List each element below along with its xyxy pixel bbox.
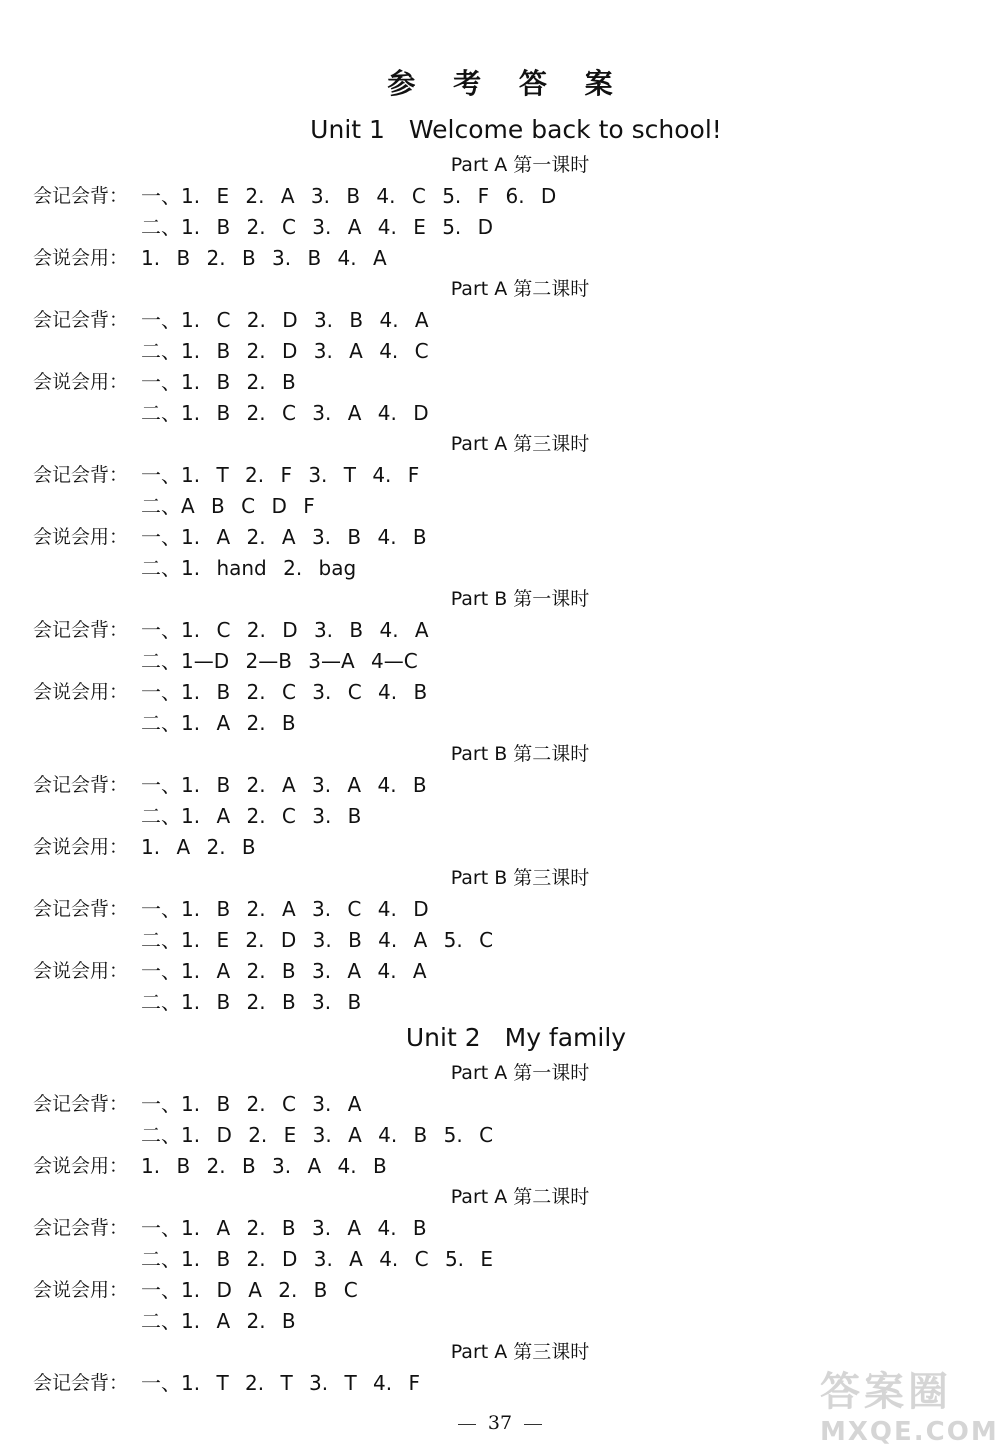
answer-row: [0, 305, 1000, 336]
answer-row: [0, 398, 1000, 429]
row-answers: 二、A B C D F: [141, 494, 315, 518]
part-title: Part A 第一课时: [450, 154, 590, 176]
part-title: Part B 第三课时: [450, 867, 590, 889]
row-label: 会记会背：: [33, 1372, 129, 1394]
answer-row: [0, 770, 1000, 801]
dash-right: [524, 1424, 542, 1425]
answer-row: [0, 894, 1000, 925]
answer-row: [0, 1213, 1000, 1244]
watermark-top: 答案圈: [820, 1369, 952, 1415]
answer-row: [0, 181, 1000, 212]
unit-name: Welcome back to school!: [408, 115, 722, 144]
part-title: Part A 第二课时: [450, 1186, 590, 1208]
answer-row: [0, 956, 1000, 987]
row-answers: 一、1. D A 2. B C: [141, 1278, 358, 1302]
watermark-logo: [820, 1360, 999, 1447]
watermark-bottom: MXQE.COM: [820, 1417, 999, 1447]
row-label: 会说会用：: [33, 371, 129, 393]
answer-row: [0, 367, 1000, 398]
answer-row: [0, 832, 1000, 863]
answer-row: [0, 553, 1000, 584]
answer-row: [0, 646, 1000, 677]
unit-name: My family: [504, 1023, 627, 1052]
unit-title: [0, 1018, 1000, 1058]
unit-code: Unit 2: [405, 1023, 481, 1052]
row-label: 会说会用：: [33, 1279, 129, 1301]
unit-code: Unit 1: [310, 115, 385, 144]
answer-row: [0, 708, 1000, 739]
answer-row: [0, 1151, 1000, 1182]
answer-row: [0, 460, 1000, 491]
row-answers: 二、1. B 2. C 3. A 4. E 5. D: [141, 215, 494, 239]
row-answers: 一、1. B 2. B: [141, 370, 296, 394]
row-answers: 二、1. A 2. B: [141, 1309, 296, 1333]
answer-row: [0, 1275, 1000, 1306]
unit-title: [0, 110, 1000, 150]
answer-row: [0, 336, 1000, 367]
row-label: 会说会用：: [33, 836, 129, 858]
row-answers: 一、1. A 2. A 3. B 4. B: [141, 525, 427, 549]
row-label: 会记会背：: [33, 1217, 129, 1239]
answer-row: [0, 243, 1000, 274]
row-answers: 一、1. T 2. T 3. T 4. F: [141, 1371, 420, 1395]
answer-row: [0, 491, 1000, 522]
answer-row: [0, 925, 1000, 956]
answer-row: [0, 987, 1000, 1018]
row-label: 会说会用：: [33, 1155, 129, 1177]
row-answers: 一、1. B 2. A 3. C 4. D: [141, 897, 429, 921]
row-label: 会记会背：: [33, 898, 129, 920]
part-title: Part B 第一课时: [450, 588, 590, 610]
answer-row: [0, 615, 1000, 646]
row-answers: 一、1. B 2. C 3. A: [141, 1092, 362, 1116]
answer-row: [0, 801, 1000, 832]
row-label: 会记会背：: [33, 309, 129, 331]
row-answers: 二、1. B 2. C 3. A 4. D: [141, 401, 429, 425]
row-answers: 1. B 2. B 3. A 4. B: [141, 1154, 387, 1178]
page-title: 参 考 答 案: [387, 67, 627, 100]
answer-list: [0, 110, 1000, 1399]
part-title: Part A 第三课时: [450, 1341, 590, 1363]
row-label: 会记会背：: [33, 1093, 129, 1115]
row-answers: 一、1. T 2. F 3. T 4. F: [141, 463, 420, 487]
row-answers: 1. B 2. B 3. B 4. A: [141, 246, 387, 270]
row-label: 会记会背：: [33, 185, 129, 207]
row-answers: 二、1. A 2. B: [141, 711, 296, 735]
row-answers: 二、1—D 2—B 3—A 4—C: [141, 649, 418, 673]
part-title: Part A 第三课时: [450, 433, 590, 455]
answer-row: [0, 1306, 1000, 1337]
row-label: 会记会背：: [33, 774, 129, 796]
row-answers: 二、1. hand 2. bag: [141, 556, 357, 580]
row-label: 会说会用：: [33, 681, 129, 703]
row-answers: 二、1. B 2. D 3. A 4. C 5. E: [141, 1247, 494, 1271]
part-title: Part A 第一课时: [450, 1062, 590, 1084]
row-label: 会记会背：: [33, 464, 129, 486]
answer-row: [0, 212, 1000, 243]
part-title: Part A 第二课时: [450, 278, 590, 300]
row-answers: 二、1. B 2. B 3. B: [141, 990, 362, 1014]
dash-left: [458, 1424, 476, 1425]
answer-row: [0, 1244, 1000, 1275]
row-answers: 二、1. D 2. E 3. A 4. B 5. C: [141, 1123, 494, 1147]
answer-row: [0, 522, 1000, 553]
row-answers: 一、1. C 2. D 3. B 4. A: [141, 618, 429, 642]
row-answers: 二、1. B 2. D 3. A 4. C: [141, 339, 429, 363]
row-label: 会说会用：: [33, 960, 129, 982]
answer-row: [0, 1089, 1000, 1120]
row-answers: 一、1. E 2. A 3. B 4. C 5. F 6. D: [141, 184, 557, 208]
page-number-text: 37: [487, 1412, 513, 1434]
answer-row: [0, 1120, 1000, 1151]
row-answers: 一、1. A 2. B 3. A 4. A: [141, 959, 427, 983]
row-answers: 一、1. A 2. B 3. A 4. B: [141, 1216, 427, 1240]
row-answers: 1. A 2. B: [141, 835, 256, 859]
row-answers: 二、1. A 2. C 3. B: [141, 804, 362, 828]
row-answers: 二、1. E 2. D 3. B 4. A 5. C: [141, 928, 494, 952]
answer-row: [0, 677, 1000, 708]
row-answers: 一、1. C 2. D 3. B 4. A: [141, 308, 429, 332]
row-label: 会说会用：: [33, 247, 129, 269]
row-answers: 一、1. B 2. A 3. A 4. B: [141, 773, 427, 797]
row-answers: 一、1. B 2. C 3. C 4. B: [141, 680, 428, 704]
row-label: 会记会背：: [33, 619, 129, 641]
part-title: Part B 第二课时: [450, 743, 590, 765]
row-label: 会说会用：: [33, 526, 129, 548]
